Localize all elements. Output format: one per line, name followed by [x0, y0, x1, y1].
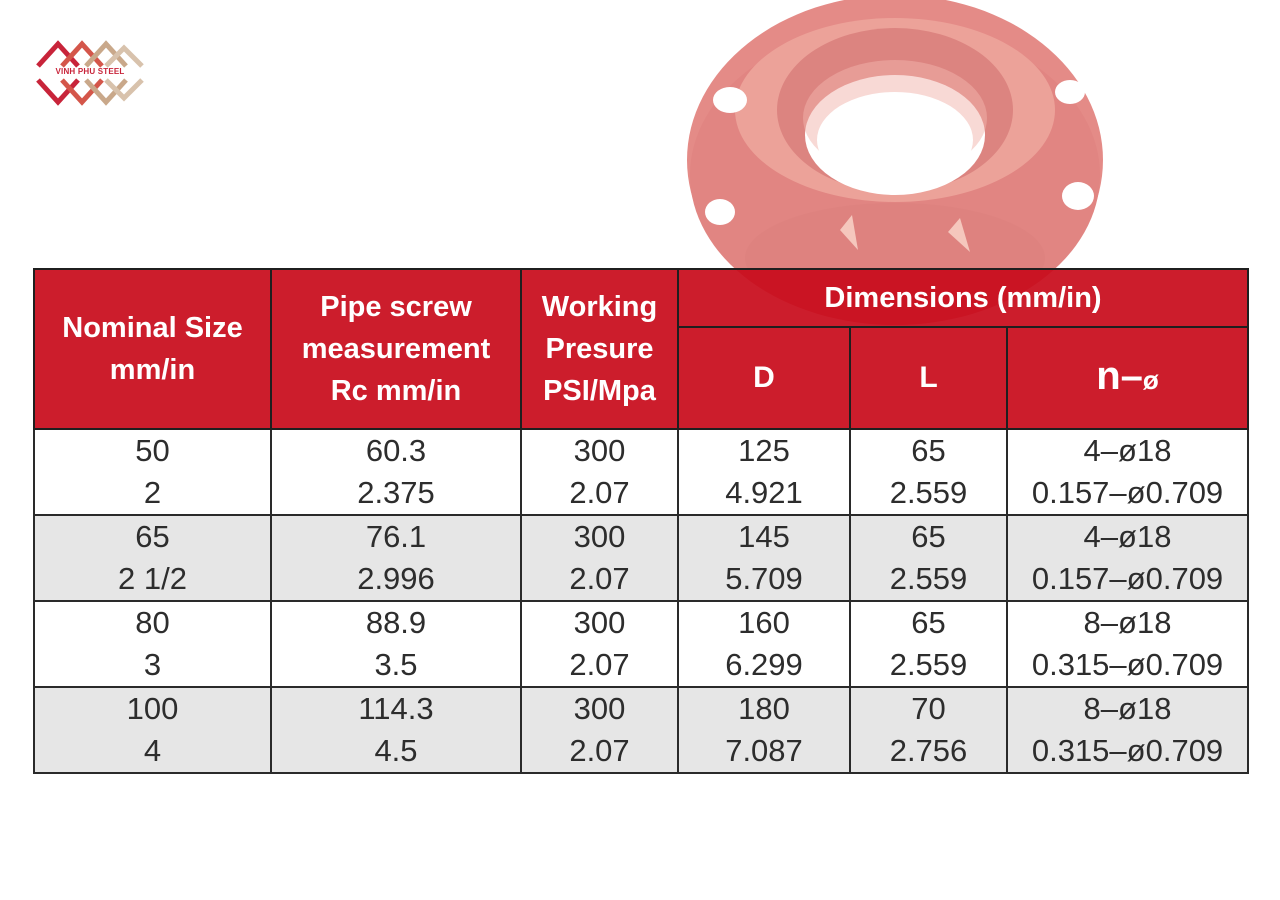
- cell-value-mm: 8–ø18: [1083, 691, 1172, 726]
- cell-value-psi: 300: [573, 433, 626, 468]
- cell-l: [850, 687, 1007, 773]
- header-n-phi: [1007, 327, 1248, 429]
- cell-value-in: 3: [143, 647, 162, 682]
- cell-nominal: [34, 601, 271, 687]
- header-nominal-size: [34, 269, 271, 429]
- header-n: n: [1096, 354, 1121, 398]
- cell-value-in: 4.5: [374, 733, 418, 768]
- cell-pressure: [521, 687, 678, 773]
- cell-value-mm: 60.3: [365, 433, 427, 468]
- cell-value-mm: 50: [135, 433, 170, 468]
- cell-value-mpa: 2.07: [569, 647, 630, 682]
- cell-n-phi: [1007, 515, 1248, 601]
- vinh-phu-steel-logo: [36, 40, 144, 106]
- cell-n-phi: [1007, 601, 1248, 687]
- cell-value-in: 4.921: [725, 475, 803, 510]
- cell-pressure: [521, 429, 678, 515]
- header-pipe-line2: measurement: [301, 333, 491, 365]
- cell-value-mm: 145: [738, 519, 790, 554]
- cell-l: [850, 601, 1007, 687]
- cell-value-mm: 80: [135, 605, 170, 640]
- cell-value-in: 2.756: [889, 733, 968, 768]
- header-n-phi-label: [1096, 354, 1159, 398]
- header-l: L: [850, 327, 1007, 429]
- table-row: [34, 687, 1248, 773]
- header-pressure-line1: Working: [541, 291, 658, 323]
- cell-value-in: 4: [143, 733, 162, 768]
- cell-value-psi: 300: [573, 691, 626, 726]
- cell-value-in: 2.559: [889, 647, 968, 682]
- cell-d: [678, 687, 850, 773]
- cell-value-in: 7.087: [725, 733, 803, 768]
- cell-value-in: 2.559: [889, 561, 968, 596]
- cell-value-mpa: 2.07: [569, 475, 630, 510]
- header-dimensions: Dimensions (mm/in): [678, 269, 1248, 327]
- cell-pressure: [521, 515, 678, 601]
- cell-value-in: 2.559: [889, 475, 968, 510]
- header-pipe-screw: [271, 269, 521, 429]
- cell-value-mm: 70: [911, 691, 946, 726]
- cell-rc: [271, 601, 521, 687]
- table-row: [34, 429, 1248, 515]
- cell-nominal: [34, 515, 271, 601]
- cell-value-mpa: 2.07: [569, 733, 630, 768]
- cell-nominal: [34, 429, 271, 515]
- cell-value-in: 5.709: [725, 561, 803, 596]
- cell-value-in: 0.157–ø0.709: [1031, 561, 1224, 596]
- cell-value-mm: 65: [911, 605, 946, 640]
- cell-l: [850, 515, 1007, 601]
- cell-d: [678, 601, 850, 687]
- cell-n-phi: [1007, 429, 1248, 515]
- logo-text: VINH PHU STEEL: [55, 67, 125, 76]
- cell-value-mm: 100: [126, 691, 179, 726]
- cell-value-mm: 4–ø18: [1083, 519, 1172, 554]
- header-nominal-line2: mm/in: [109, 354, 196, 386]
- header-pipe-line3: Rc mm/in: [330, 375, 462, 407]
- cell-value-in: 0.157–ø0.709: [1031, 475, 1224, 510]
- header-d: D: [678, 327, 850, 429]
- cell-value-mm: 125: [738, 433, 790, 468]
- cell-value-in: 6.299: [725, 647, 803, 682]
- cell-value-mm: 65: [135, 519, 170, 554]
- cell-value-psi: 300: [573, 605, 626, 640]
- table-row: [34, 601, 1248, 687]
- cell-value-mm: 180: [738, 691, 790, 726]
- cell-rc: [271, 429, 521, 515]
- cell-nominal: [34, 687, 271, 773]
- cell-value-in: 3.5: [374, 647, 418, 682]
- cell-value-mm: 160: [738, 605, 790, 640]
- cell-value-psi: 300: [573, 519, 626, 554]
- cell-pressure: [521, 601, 678, 687]
- cell-value-mpa: 2.07: [569, 561, 630, 596]
- cell-d: [678, 515, 850, 601]
- flange-spec-table: [33, 268, 1249, 774]
- cell-value-in: 0.315–ø0.709: [1031, 647, 1224, 682]
- cell-rc: [271, 687, 521, 773]
- cell-value-in: 0.315–ø0.709: [1031, 733, 1224, 768]
- cell-value-mm: 4–ø18: [1083, 433, 1172, 468]
- cell-value-in: 2: [143, 475, 162, 510]
- header-nominal-line1: Nominal Size: [62, 312, 243, 344]
- cell-l: [850, 429, 1007, 515]
- cell-value-in: 2.996: [357, 561, 435, 596]
- header-working-pressure: [521, 269, 678, 429]
- cell-value-mm: 76.1: [365, 519, 427, 554]
- cell-value-mm: 65: [911, 433, 946, 468]
- cell-n-phi: [1007, 687, 1248, 773]
- cell-value-mm: 114.3: [358, 691, 434, 726]
- header-phi: ø: [1142, 365, 1159, 395]
- cell-value-mm: 8–ø18: [1083, 605, 1172, 640]
- header-pipe-line1: Pipe screw: [320, 291, 472, 323]
- header-pressure-line3: PSI/Mpa: [543, 375, 656, 407]
- cell-value-mm: 65: [911, 519, 946, 554]
- header-dash: –: [1120, 354, 1143, 398]
- cell-value-in: 2.375: [357, 475, 435, 510]
- cell-rc: [271, 515, 521, 601]
- cell-value-mm: 88.9: [365, 605, 427, 640]
- header-pressure-line2: Presure: [545, 333, 654, 365]
- cell-d: [678, 429, 850, 515]
- table-row: [34, 515, 1248, 601]
- cell-value-in: 2 1/2: [118, 561, 187, 596]
